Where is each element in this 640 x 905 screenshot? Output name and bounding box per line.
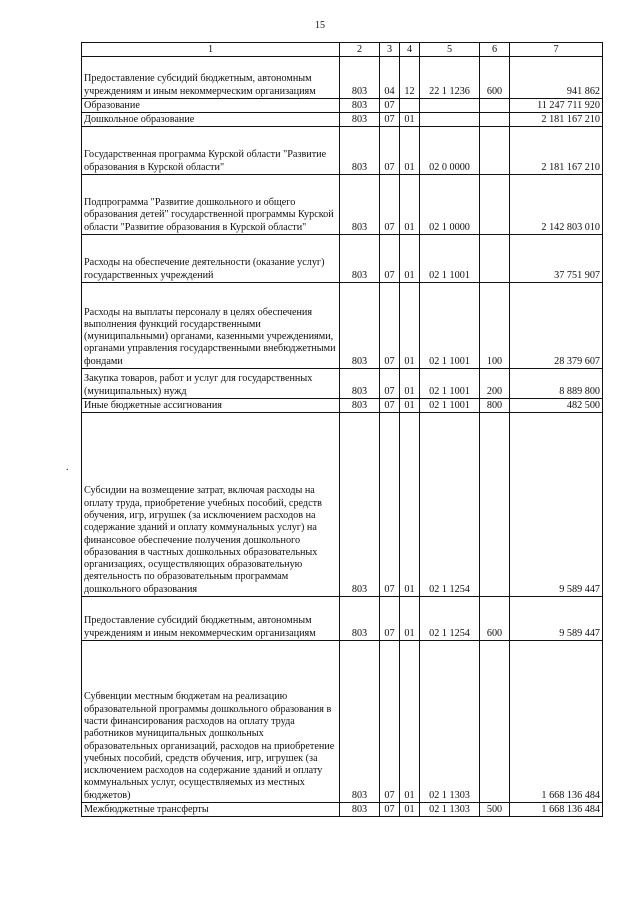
row-section: 07 <box>380 369 400 399</box>
header-col-1: 1 <box>82 43 340 57</box>
row-ministry: 803 <box>340 175 380 235</box>
row-amount: 941 862 <box>510 57 603 99</box>
row-expense-type: 100 <box>480 283 510 369</box>
table-row <box>82 399 603 413</box>
row-amount: 1 668 136 484 <box>510 803 603 817</box>
row-target-article: 22 1 1236 <box>420 57 480 99</box>
row-expense-type: 600 <box>480 57 510 99</box>
row-expense-type <box>480 113 510 127</box>
row-amount: 9 589 447 <box>510 413 603 597</box>
row-section: 07 <box>380 803 400 817</box>
row-name: Субсидии на возмещение затрат, включая расходы на оплату труда, приобретение учебных пособий, средств обучения, игр, игрушек (за исключением расходов на содержание зданий и оплату коммунальных услуг) на финансовое обеспечение получения дошкольного образования в частных дошкольных образовательных организациях, осуществляющих образовательную деятельность по образовательным программам дошкольного образования <box>82 413 340 597</box>
row-ministry: 803 <box>340 413 380 597</box>
header-col-7: 7 <box>510 43 603 57</box>
row-ministry: 803 <box>340 99 380 113</box>
row-target-article: 02 1 1254 <box>420 413 480 597</box>
row-ministry: 803 <box>340 57 380 99</box>
row-name: Предоставление субсидий бюджетным, автономным учреждениям и иным некоммерческим организациям <box>82 597 340 641</box>
row-ministry: 803 <box>340 803 380 817</box>
row-expense-type <box>480 641 510 803</box>
row-name: Предоставление субсидий бюджетным, автономным учреждениям и иным некоммерческим организациям <box>82 57 340 99</box>
row-section: 04 <box>380 57 400 99</box>
row-section: 07 <box>380 413 400 597</box>
row-target-article: 02 1 1001 <box>420 283 480 369</box>
margin-mark: . <box>66 462 69 473</box>
row-subsection: 12 <box>400 57 420 99</box>
budget-table <box>81 42 603 817</box>
row-subsection: 01 <box>400 641 420 803</box>
row-target-article: 02 1 1001 <box>420 235 480 283</box>
row-subsection: 01 <box>400 175 420 235</box>
table-row <box>82 283 603 369</box>
row-target-article: 02 1 1001 <box>420 369 480 399</box>
table-row <box>82 803 603 817</box>
row-amount: 9 589 447 <box>510 597 603 641</box>
row-target-article: 02 1 1303 <box>420 803 480 817</box>
row-amount: 2 181 167 210 <box>510 127 603 175</box>
row-expense-type <box>480 99 510 113</box>
row-expense-type <box>480 127 510 175</box>
row-section: 07 <box>380 235 400 283</box>
row-section: 07 <box>380 597 400 641</box>
row-expense-type: 200 <box>480 369 510 399</box>
row-name: Дошкольное образование <box>82 113 340 127</box>
row-ministry: 803 <box>340 283 380 369</box>
header-col-5: 5 <box>420 43 480 57</box>
row-subsection: 01 <box>400 235 420 283</box>
row-name: Субвенции местным бюджетам на реализацию образовательной программы дошкольного образования в части финансирования расходов на оплату труда работников муниципальных дошкольных образовательных организаций, расходов на приобретение учебных пособий, средств обучения, игр, игрушек (за исключением расходов на содержание зданий и оплату коммунальных услуг, осуществляемых из местных бюджетов) <box>82 641 340 803</box>
row-amount: 37 751 907 <box>510 235 603 283</box>
row-target-article <box>420 99 480 113</box>
table-row <box>82 175 603 235</box>
row-name: Подпрограмма "Развитие дошкольного и общего образования детей" государственной программы Курской области "Развитие образования в Курской области" <box>82 175 340 235</box>
row-subsection: 01 <box>400 113 420 127</box>
table-row <box>82 113 603 127</box>
table-row <box>82 369 603 399</box>
header-col-6: 6 <box>480 43 510 57</box>
row-subsection: 01 <box>400 597 420 641</box>
row-subsection <box>400 99 420 113</box>
row-ministry: 803 <box>340 127 380 175</box>
row-ministry: 803 <box>340 113 380 127</box>
row-section: 07 <box>380 99 400 113</box>
row-amount: 2 181 167 210 <box>510 113 603 127</box>
table-row <box>82 235 603 283</box>
row-name: Расходы на обеспечение деятельности (оказание услуг) государственных учреждений <box>82 235 340 283</box>
table-row <box>82 641 603 803</box>
row-amount: 482 500 <box>510 399 603 413</box>
row-ministry: 803 <box>340 597 380 641</box>
row-subsection: 01 <box>400 399 420 413</box>
row-ministry: 803 <box>340 369 380 399</box>
row-target-article: 02 0 0000 <box>420 127 480 175</box>
row-expense-type <box>480 175 510 235</box>
row-subsection: 01 <box>400 803 420 817</box>
row-amount: 8 889 800 <box>510 369 603 399</box>
header-col-2: 2 <box>340 43 380 57</box>
table-row <box>82 127 603 175</box>
table-row <box>82 99 603 113</box>
row-ministry: 803 <box>340 399 380 413</box>
row-amount: 11 247 711 920 <box>510 99 603 113</box>
row-section: 07 <box>380 127 400 175</box>
row-name: Иные бюджетные ассигнования <box>82 399 340 413</box>
row-section: 07 <box>380 175 400 235</box>
row-section: 07 <box>380 283 400 369</box>
row-expense-type: 500 <box>480 803 510 817</box>
row-name: Образование <box>82 99 340 113</box>
row-target-article: 02 1 1303 <box>420 641 480 803</box>
row-section: 07 <box>380 113 400 127</box>
header-col-4: 4 <box>400 43 420 57</box>
header-row <box>82 43 603 57</box>
row-expense-type <box>480 413 510 597</box>
row-amount: 28 379 607 <box>510 283 603 369</box>
table-row <box>82 413 603 597</box>
row-amount: 2 142 803 010 <box>510 175 603 235</box>
table-row <box>82 57 603 99</box>
row-subsection: 01 <box>400 413 420 597</box>
row-ministry: 803 <box>340 235 380 283</box>
row-name: Межбюджетные трансферты <box>82 803 340 817</box>
row-target-article: 02 1 0000 <box>420 175 480 235</box>
row-expense-type <box>480 235 510 283</box>
row-name: Расходы на выплаты персоналу в целях обеспечения выполнения функций государственными (муниципальными) органами, казенными учреждениями, органами управления государственными внебюджетными фондами <box>82 283 340 369</box>
header-col-3: 3 <box>380 43 400 57</box>
row-section: 07 <box>380 641 400 803</box>
row-expense-type: 600 <box>480 597 510 641</box>
row-ministry: 803 <box>340 641 380 803</box>
table-row <box>82 597 603 641</box>
row-subsection: 01 <box>400 127 420 175</box>
page-number: 15 <box>315 20 325 31</box>
row-target-article: 02 1 1254 <box>420 597 480 641</box>
row-subsection: 01 <box>400 369 420 399</box>
row-expense-type: 800 <box>480 399 510 413</box>
row-target-article: 02 1 1001 <box>420 399 480 413</box>
row-amount: 1 668 136 484 <box>510 641 603 803</box>
row-section: 07 <box>380 399 400 413</box>
row-name: Закупка товаров, работ и услуг для государственных (муниципальных) нужд <box>82 369 340 399</box>
row-target-article <box>420 113 480 127</box>
row-name: Государственная программа Курской области "Развитие образования в Курской области" <box>82 127 340 175</box>
row-subsection: 01 <box>400 283 420 369</box>
